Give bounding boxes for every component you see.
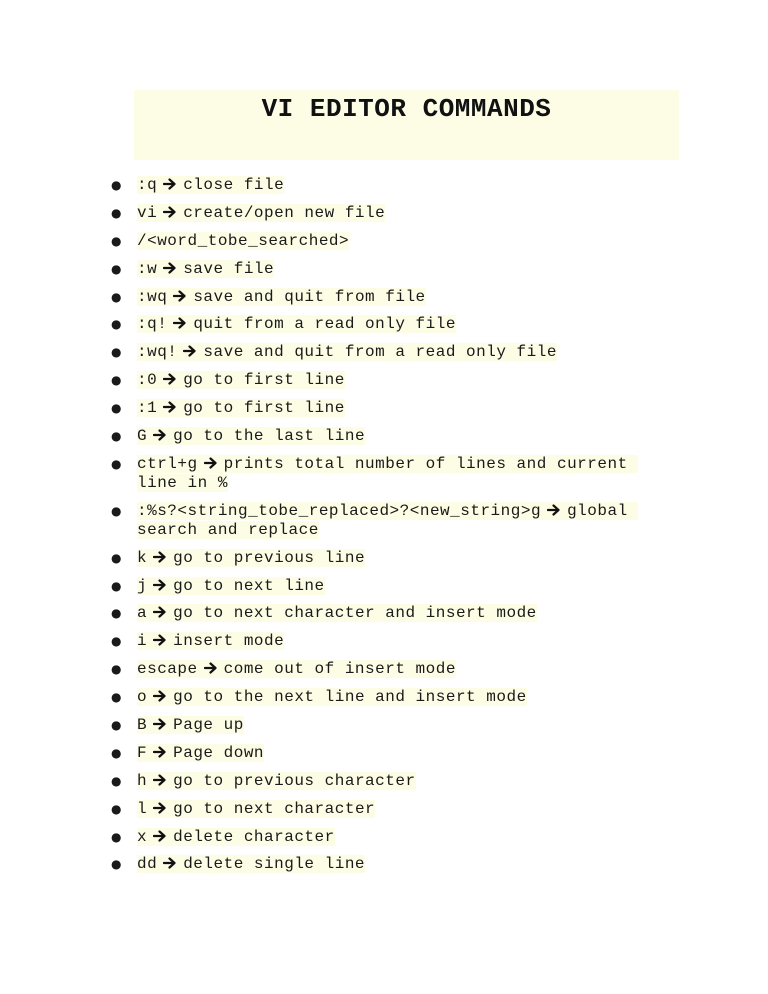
bullet-icon: ● [111,261,122,276]
bullet-icon: ● [111,289,122,304]
list-item [0,772,657,791]
command-text [137,371,345,389]
bullet-icon: ● [111,662,122,677]
command-description: insert mode [173,632,285,651]
command-key: escape [137,660,198,679]
bullet-icon: ● [111,829,122,844]
arrow-right-icon [163,857,177,869]
arrow-right-icon [153,746,167,758]
command-text [137,176,284,194]
list-item [0,176,657,195]
bullet-icon: ● [111,429,122,444]
bullet-icon: ● [111,718,122,733]
command-key: h [137,771,148,790]
bullet-icon: ● [111,606,122,621]
command-text [137,744,264,762]
command-key: k [137,548,148,567]
arrow-right-icon [173,290,187,302]
command-text [137,549,365,567]
command-key: :%s?<string_tobe_replaced>?<new_string>g [137,501,542,520]
command-key: :1 [137,399,158,418]
list-item [0,427,657,446]
arrow-right-icon [163,206,177,218]
command-description: Page down [173,743,265,762]
arrow-right-icon [153,802,167,814]
bullet-icon: ● [111,345,122,360]
list-item [0,632,657,651]
list-item [0,455,657,493]
command-description: delete single line [183,855,366,874]
command-description: go to previous line [173,548,366,567]
command-key: :wq [137,287,168,306]
page-title: VI EDITOR COMMANDS [261,94,552,124]
bullet-icon: ● [111,550,122,565]
command-text [137,204,385,222]
list-item [0,502,657,540]
command-key: l [137,799,148,818]
arrow-right-icon [163,373,177,385]
command-key: x [137,827,148,846]
command-text [137,828,335,846]
command-key: i [137,632,148,651]
list-item [0,828,657,847]
bullet-icon: ● [111,745,122,760]
arrow-right-icon [163,178,177,190]
bullet-icon: ● [111,205,122,220]
command-description: go to next character [173,799,376,818]
arrow-right-icon [153,551,167,563]
command-description: Page up [173,716,244,735]
arrow-right-icon [204,457,218,469]
arrow-right-icon [163,401,177,413]
command-description: create/open new file [183,203,386,222]
bullet-icon: ● [111,373,122,388]
list-item [0,260,657,279]
bullet-icon: ● [111,857,122,872]
arrow-right-icon [153,690,167,702]
command-text [137,716,244,734]
list-item [0,660,657,679]
arrow-right-icon [153,718,167,730]
command-text [137,427,365,445]
command-key: o [137,688,148,707]
command-description: go to previous character [173,771,416,790]
command-text [137,502,638,539]
command-description: save file [183,259,275,278]
list-item [0,577,657,596]
command-description: prints total number of lines and current line in % [137,454,638,492]
command-description: go to the last line [173,427,366,446]
bullet-icon: ● [111,773,122,788]
command-key: G [137,427,148,446]
arrow-right-icon [153,606,167,618]
command-key: dd [137,855,158,874]
command-text [137,232,349,250]
command-description: close file [183,176,285,194]
arrow-right-icon [183,345,197,357]
bullet-icon: ● [111,401,122,416]
arrow-right-icon [547,504,561,516]
command-description: save and quit from a read only file [203,343,557,362]
command-key: /<word_tobe_searched> [137,231,350,250]
list-item [0,232,657,251]
list-item [0,315,657,334]
command-text [137,800,375,818]
command-text [137,288,426,306]
command-description: quit from a read only file [193,315,456,334]
bullet-icon: ● [111,634,122,649]
command-text [137,855,365,873]
list-item [0,800,657,819]
command-list [0,176,768,883]
command-description: global search and replace [137,501,638,539]
command-key: :0 [137,371,158,390]
bullet-icon: ● [111,690,122,705]
list-item [0,855,657,874]
list-item [0,288,657,307]
arrow-right-icon [153,634,167,646]
bullet-icon: ● [111,178,122,192]
list-item [0,744,657,763]
command-text [137,660,456,678]
command-description: go to first line [183,399,345,418]
command-text [137,260,274,278]
list-item [0,604,657,623]
list-item [0,549,657,568]
command-key: :q [137,176,158,194]
bullet-icon: ● [111,317,122,332]
arrow-right-icon [153,774,167,786]
bullet-icon: ● [111,801,122,816]
command-description: go to next character and insert mode [173,604,537,623]
bullet-icon: ● [111,578,122,593]
list-item [0,204,657,223]
arrow-right-icon [163,262,177,274]
command-description: go to the next line and insert mode [173,688,527,707]
list-item [0,688,657,707]
list-item [0,371,657,390]
arrow-right-icon [153,830,167,842]
command-text [137,604,537,622]
command-text [137,399,345,417]
command-text [137,455,638,492]
command-key: vi [137,203,158,222]
command-key: :w [137,259,158,278]
command-key: :wq! [137,343,178,362]
bullet-icon: ● [111,233,122,248]
command-text [137,577,325,595]
command-text [137,688,527,706]
command-description: go to next line [173,576,325,595]
command-text [137,343,557,361]
arrow-right-icon [204,662,218,674]
command-key: j [137,576,148,595]
command-description: save and quit from file [193,287,426,306]
bullet-icon: ● [111,456,122,471]
command-key: a [137,604,148,623]
arrow-right-icon [153,429,167,441]
command-key: :q! [137,315,168,334]
command-key: F [137,743,148,762]
list-item [0,716,657,735]
command-text [137,632,284,650]
command-text [137,772,416,790]
command-description: come out of insert mode [223,660,456,679]
bullet-icon: ● [111,503,122,518]
list-item [0,399,657,418]
title-banner [134,90,679,160]
command-description: delete character [173,827,335,846]
command-key: ctrl+g [137,454,198,473]
command-text [137,315,456,333]
command-description: go to first line [183,371,345,390]
arrow-right-icon [153,579,167,591]
command-key: B [137,716,148,735]
arrow-right-icon [173,317,187,329]
list-item [0,343,657,362]
